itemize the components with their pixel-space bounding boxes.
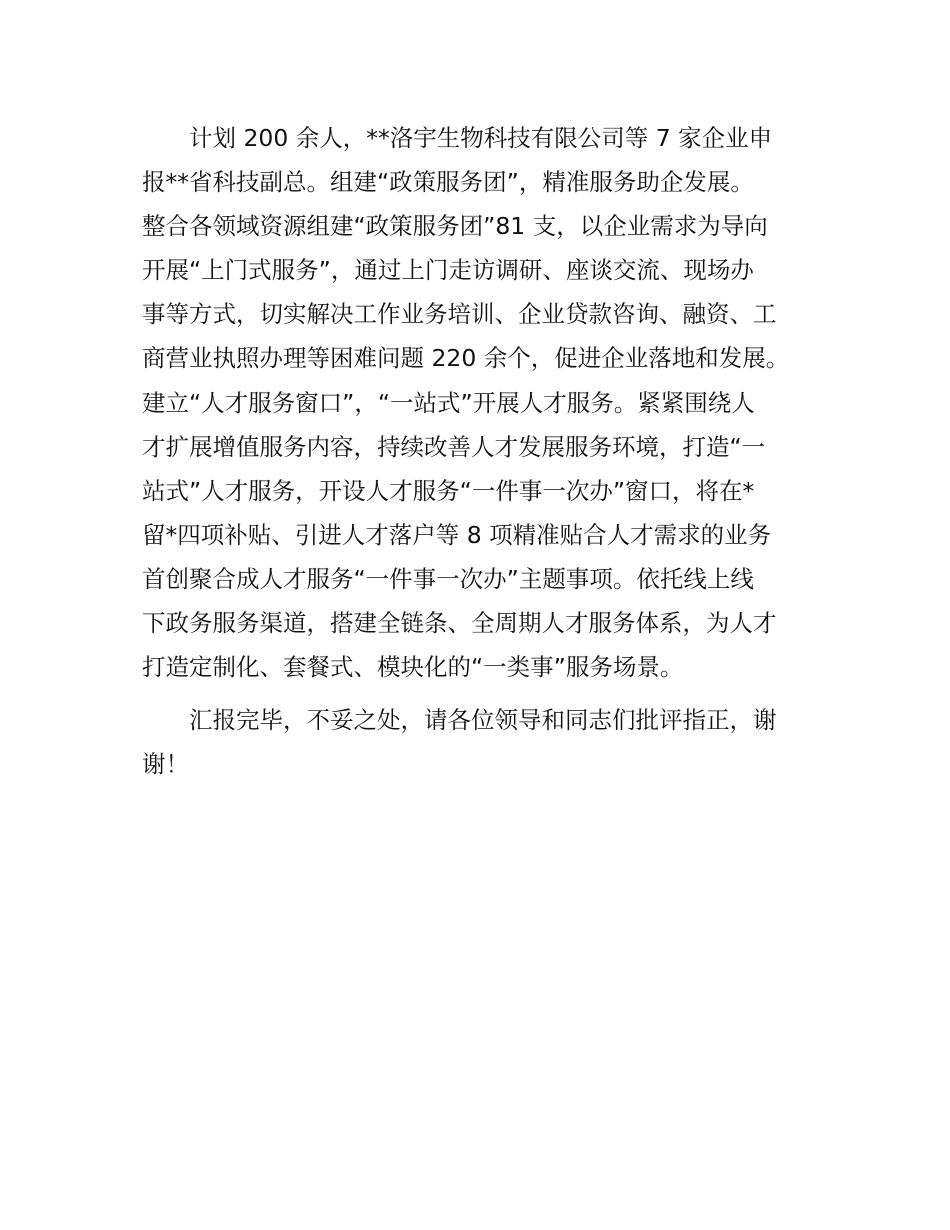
paragraph-line: 开展“上门式服务”，通过上门走访调研、座谈交流、现场办 xyxy=(142,256,754,285)
paragraph-line: 谢！ xyxy=(142,750,189,779)
paragraph-line: 报**省科技副总。组建“政策服务团”，精准服务助企发展。 xyxy=(142,168,754,197)
paragraph-spacer xyxy=(142,689,832,698)
paragraph-1 xyxy=(142,116,832,689)
paragraph-line: 事等方式，切实解决工作业务培训、企业贷款咨询、融资、工 xyxy=(142,300,777,329)
paragraph-line: 汇报完毕，不妥之处，请各位领导和同志们批评指正，谢 xyxy=(189,706,777,735)
paragraph-line: 才扩展增值服务内容，持续改善人才发展服务环境，打造“一 xyxy=(142,432,766,461)
paragraph-line: 商营业执照办理等困难问题 220 余个，促进企业落地和发展。 xyxy=(142,344,790,373)
paragraph-2 xyxy=(142,698,832,786)
paragraph-line: 站式”人才服务，开设人才服务“一件事一次办”窗口，将在* xyxy=(142,476,755,505)
paragraph-line: 留*四项补贴、引进人才落户等 8 项精准贴合人才需求的业务 xyxy=(142,520,772,549)
paragraph-line: 下政务服务渠道，搭建全链条、全周期人才服务体系，为人才 xyxy=(142,609,777,638)
paragraph-line: 建立“人才服务窗口”，“一站式”开展人才服务。紧紧围绕人 xyxy=(142,388,755,417)
paragraph-line: 整合各领域资源组建“政策服务团”81 支，以企业需求为导向 xyxy=(142,212,768,241)
paragraph-line: 打造定制化、套餐式、模块化的“一类事”服务场景。 xyxy=(142,653,684,682)
document-body xyxy=(142,116,832,786)
paragraph-line: 计划 200 余人，**洛宇生物科技有限公司等 7 家企业申 xyxy=(189,124,773,152)
paragraph-line: 首创聚合成人才服务“一件事一次办”主题事项。依托线上线 xyxy=(142,564,754,593)
